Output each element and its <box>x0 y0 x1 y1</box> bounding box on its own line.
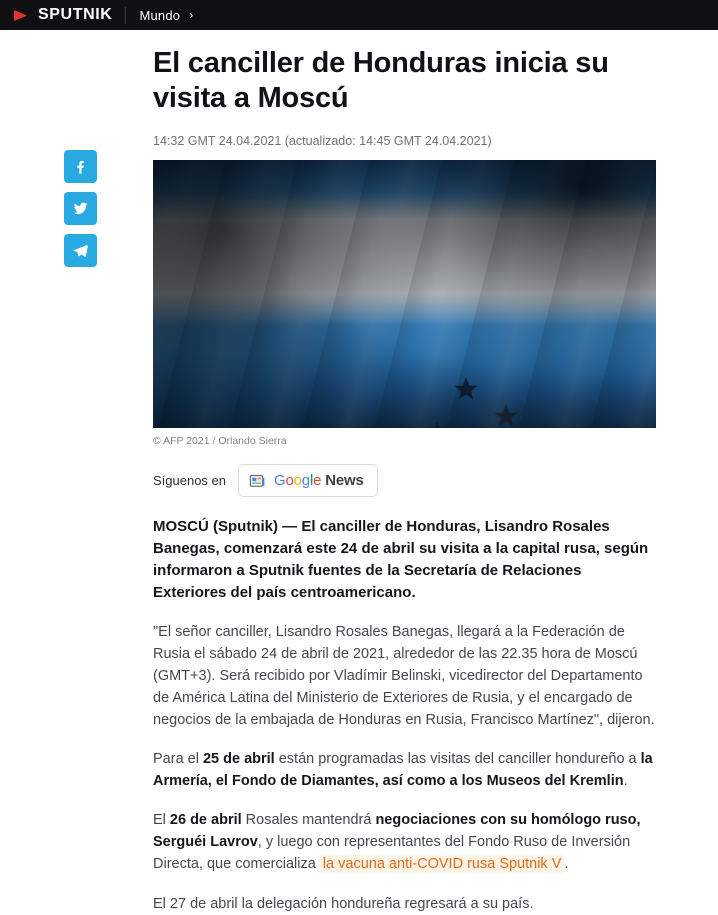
article-paragraph-4 <box>153 893 656 915</box>
follow-row <box>153 464 656 497</box>
telegram-icon <box>72 242 89 259</box>
paragraph-text: . <box>623 773 628 790</box>
google-letter-e: e <box>313 472 322 489</box>
flag-shadow-overlay <box>153 160 656 428</box>
google-letter-o2: o <box>293 472 302 489</box>
google-news-icon <box>249 472 266 489</box>
google-letter-g2: g <box>301 472 310 489</box>
article-photo <box>153 160 656 428</box>
facebook-icon <box>72 158 89 175</box>
article-paragraph-2 <box>153 748 656 792</box>
follow-label: Síguenos en <box>153 473 227 488</box>
google-letter-g: G <box>274 472 286 489</box>
paragraph-bold-date: 26 de abril <box>169 812 242 829</box>
paragraph-text: "El señor canciller, Lisandro Rosales Banegas, llegará a la Federación de Rusia el sábado 24 de abril de 2021, alrededor de las 22.35 hora de Moscú (GMT+3). Será recibido por Vladímir Belinski, vicedirector del Departamento de América Latina del Ministerio de Exteriores de Rusia, y el encargado de negocios de la embajada de Honduras en Rusia, Francisco Martínez", dijeron. <box>153 624 655 729</box>
page-body <box>0 30 718 912</box>
site-header <box>0 0 718 30</box>
header-divider <box>125 7 126 24</box>
share-rail <box>64 150 97 267</box>
article-content <box>153 30 656 915</box>
sputnik-arrow-icon <box>14 7 31 24</box>
google-news-word: News <box>325 472 364 489</box>
google-news-label <box>274 472 364 489</box>
article-lead: MOSCÚ (Sputnik) — El canciller de Honduras, Lisandro Rosales Banegas, comenzará este 24 de abril su visita a la capital rusa, según informaron a Sputnik fuentes de la Secretaría de Relaciones Exteriores del país centroamericano. <box>153 518 649 602</box>
twitter-icon <box>72 200 89 217</box>
paragraph-bold-places: la Armería, el Fondo de Diamantes, así como a los Museos del Kremlin <box>153 751 653 790</box>
google-letter-l: l <box>309 472 314 489</box>
paragraph-text: , y luego con representantes del Fondo Ruso de Inversión Directa, que comercializa <box>153 834 631 873</box>
page-title: El canciller de Honduras inicia su visita a Moscú <box>153 47 609 114</box>
paragraph-text: El 27 de abril la delegación hondureña regresará a su país. <box>153 895 534 912</box>
paragraph-text: El <box>153 812 170 829</box>
paragraph-bold-negotiations: negociaciones con su homólogo ruso, Serguéi Lavrov <box>153 812 641 851</box>
chevron-right-icon[interactable]: › <box>189 8 194 22</box>
article-timestamp: 14:32 GMT 24.04.2021 (actualizado: 14:45 GMT 24.04.2021) <box>153 134 492 148</box>
article-paragraph-1 <box>153 621 656 731</box>
photo-credit: © AFP 2021 / Orlando Sierra <box>153 435 287 447</box>
share-twitter-button[interactable] <box>64 192 97 225</box>
google-letter-o1: o <box>285 472 294 489</box>
paragraph-text: están programadas las visitas del canciller hondureño a <box>274 751 641 768</box>
paragraph-text: Rosales mantendrá <box>241 812 376 829</box>
google-news-button[interactable] <box>238 464 378 497</box>
site-logo-text: SPUTNIK <box>38 6 113 23</box>
paragraph-text: . <box>564 856 569 873</box>
share-telegram-button[interactable] <box>64 234 97 267</box>
breadcrumb-section[interactable]: Mundo <box>139 7 181 23</box>
site-logo[interactable] <box>14 6 112 24</box>
share-facebook-button[interactable] <box>64 150 97 183</box>
paragraph-text: Para el <box>153 751 203 768</box>
article-paragraph-3 <box>153 809 656 875</box>
paragraph-bold-date: 25 de abril <box>202 751 275 768</box>
vaccine-link[interactable]: la vacuna anti-COVID rusa Sputnik V <box>320 855 565 873</box>
